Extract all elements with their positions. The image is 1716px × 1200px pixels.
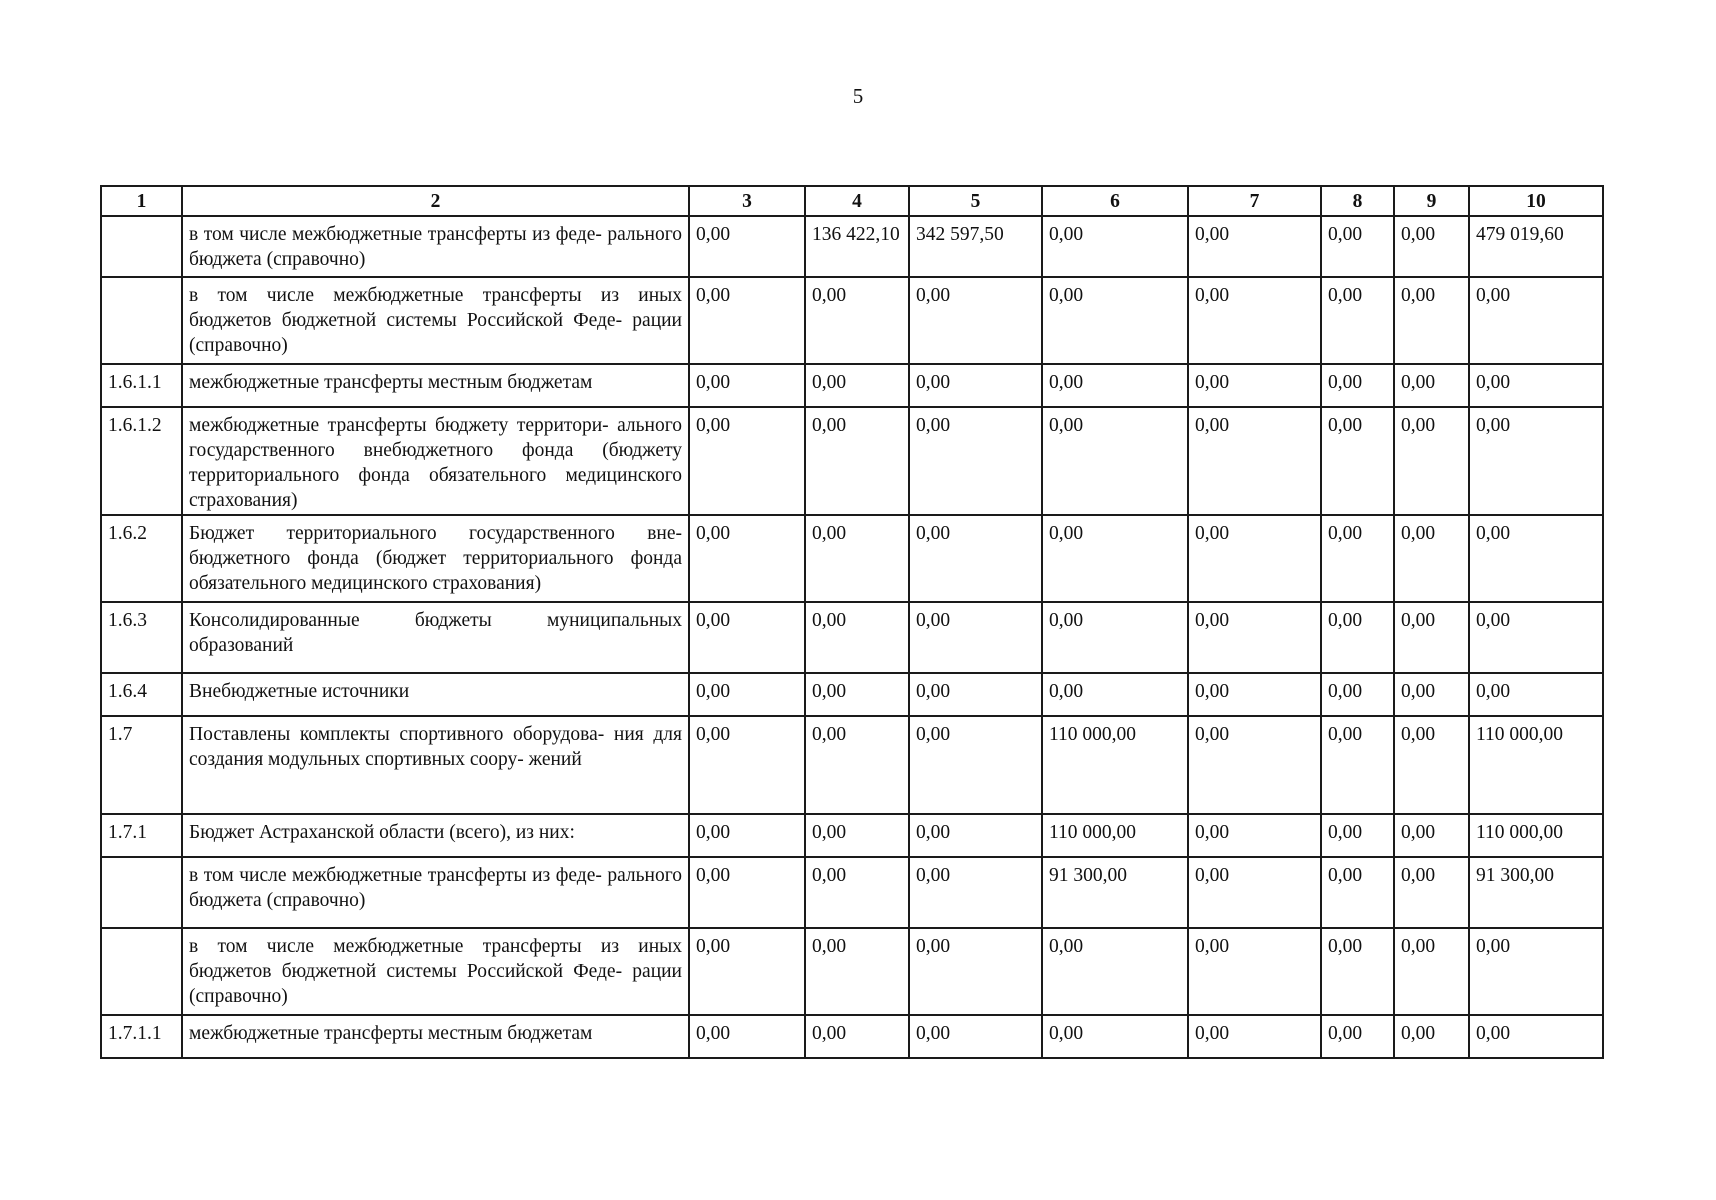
value-cell: 0,00: [909, 716, 1042, 814]
value-cell: 0,00: [1469, 673, 1603, 716]
value-cell: 0,00: [1188, 814, 1321, 857]
value-cell: 0,00: [1469, 277, 1603, 364]
value-cell: 91 300,00: [1469, 857, 1603, 928]
row-name-cell: межбюджетные трансферты местным бюджетам: [182, 1015, 689, 1058]
value-cell: 0,00: [805, 364, 909, 407]
column-header: 3: [689, 186, 805, 216]
value-cell: 0,00: [1042, 928, 1188, 1015]
value-cell: 0,00: [1188, 673, 1321, 716]
value-cell: 0,00: [909, 857, 1042, 928]
table-row: [101, 515, 1603, 602]
value-cell: 110 000,00: [1469, 814, 1603, 857]
value-cell: 0,00: [1394, 277, 1469, 364]
row-code-cell: 1.6.1.1: [101, 364, 182, 407]
column-header: 5: [909, 186, 1042, 216]
row-name-cell: в том числе межбюджетные трансферты из феде- рального бюджета (справочно): [182, 216, 689, 277]
row-name-cell: межбюджетные трансферты местным бюджетам: [182, 364, 689, 407]
value-cell: 110 000,00: [1042, 814, 1188, 857]
value-cell: 0,00: [689, 277, 805, 364]
row-code-cell: [101, 216, 182, 277]
column-number-header-row: [101, 186, 1603, 216]
table-row: [101, 1015, 1603, 1058]
row-name-cell: Бюджет Астраханской области (всего), из них:: [182, 814, 689, 857]
value-cell: 0,00: [689, 716, 805, 814]
value-cell: 0,00: [1321, 602, 1394, 673]
row-name-cell: межбюджетные трансферты бюджету территори- ального государственного внебюджетного фонда (бюджету территориального фонда обязательного медицинского страхования): [182, 407, 689, 515]
value-cell: 0,00: [909, 407, 1042, 515]
value-cell: 0,00: [689, 602, 805, 673]
value-cell: 0,00: [1188, 716, 1321, 814]
value-cell: 91 300,00: [1042, 857, 1188, 928]
value-cell: 0,00: [805, 602, 909, 673]
value-cell: 0,00: [1321, 1015, 1394, 1058]
value-cell: 0,00: [805, 277, 909, 364]
value-cell: 0,00: [689, 1015, 805, 1058]
column-header: 9: [1394, 186, 1469, 216]
table-row: [101, 857, 1603, 928]
value-cell: 342 597,50: [909, 216, 1042, 277]
value-cell: 0,00: [1042, 364, 1188, 407]
value-cell: 0,00: [689, 407, 805, 515]
value-cell: 110 000,00: [1042, 716, 1188, 814]
row-code-cell: 1.6.3: [101, 602, 182, 673]
value-cell: 0,00: [1188, 928, 1321, 1015]
value-cell: 0,00: [1321, 407, 1394, 515]
value-cell: 0,00: [1042, 277, 1188, 364]
value-cell: 0,00: [909, 602, 1042, 673]
page-number: 5: [852, 84, 864, 108]
value-cell: 0,00: [689, 515, 805, 602]
value-cell: 0,00: [1394, 407, 1469, 515]
value-cell: 0,00: [1321, 857, 1394, 928]
budget-table: [100, 185, 1604, 1059]
value-cell: 0,00: [1394, 515, 1469, 602]
value-cell: 0,00: [1188, 1015, 1321, 1058]
value-cell: 0,00: [689, 673, 805, 716]
value-cell: 0,00: [805, 928, 909, 1015]
value-cell: 0,00: [1321, 928, 1394, 1015]
value-cell: 0,00: [909, 515, 1042, 602]
row-code-cell: [101, 928, 182, 1015]
table-row: [101, 673, 1603, 716]
value-cell: 0,00: [1188, 407, 1321, 515]
value-cell: 0,00: [1042, 673, 1188, 716]
value-cell: 0,00: [805, 407, 909, 515]
row-code-cell: [101, 277, 182, 364]
value-cell: 0,00: [1321, 364, 1394, 407]
value-cell: 0,00: [1394, 216, 1469, 277]
value-cell: 0,00: [1394, 673, 1469, 716]
value-cell: 0,00: [1394, 928, 1469, 1015]
value-cell: 0,00: [1394, 814, 1469, 857]
table-row: [101, 602, 1603, 673]
row-code-cell: 1.6.1.2: [101, 407, 182, 515]
row-name-cell: в том числе межбюджетные трансферты из иных бюджетов бюджетной системы Российской Феде- рации (справочно): [182, 928, 689, 1015]
value-cell: 0,00: [805, 515, 909, 602]
value-cell: 0,00: [909, 277, 1042, 364]
value-cell: 0,00: [689, 928, 805, 1015]
value-cell: 0,00: [689, 216, 805, 277]
value-cell: 0,00: [1321, 673, 1394, 716]
value-cell: 0,00: [1394, 857, 1469, 928]
value-cell: 0,00: [1188, 857, 1321, 928]
row-name-cell: Бюджет территориального государственного вне- бюджетного фонда (бюджет территориального фонда обязательного медицинского страхования): [182, 515, 689, 602]
value-cell: 0,00: [1394, 1015, 1469, 1058]
row-code-cell: 1.6.2: [101, 515, 182, 602]
value-cell: 0,00: [805, 716, 909, 814]
value-cell: 136 422,10: [805, 216, 909, 277]
value-cell: 0,00: [1188, 364, 1321, 407]
column-header: 2: [182, 186, 689, 216]
value-cell: 0,00: [909, 364, 1042, 407]
value-cell: 0,00: [1469, 928, 1603, 1015]
value-cell: 110 000,00: [1469, 716, 1603, 814]
value-cell: 0,00: [689, 857, 805, 928]
value-cell: 0,00: [805, 673, 909, 716]
value-cell: 0,00: [1469, 407, 1603, 515]
value-cell: 0,00: [1394, 716, 1469, 814]
value-cell: 0,00: [805, 1015, 909, 1058]
value-cell: 0,00: [1469, 1015, 1603, 1058]
value-cell: 0,00: [1042, 1015, 1188, 1058]
value-cell: 0,00: [805, 814, 909, 857]
value-cell: 0,00: [1394, 364, 1469, 407]
value-cell: 0,00: [1188, 515, 1321, 602]
value-cell: 0,00: [1321, 814, 1394, 857]
value-cell: 0,00: [805, 857, 909, 928]
column-header: 7: [1188, 186, 1321, 216]
row-name-cell: Поставлены комплекты спортивного оборудова- ния для создания модульных спортивных соору- жений: [182, 716, 689, 814]
value-cell: 0,00: [1321, 216, 1394, 277]
value-cell: 0,00: [1321, 716, 1394, 814]
column-header: 8: [1321, 186, 1394, 216]
value-cell: 0,00: [1042, 515, 1188, 602]
value-cell: 479 019,60: [1469, 216, 1603, 277]
value-cell: 0,00: [909, 928, 1042, 1015]
table-row: [101, 277, 1603, 364]
row-name-cell: в том числе межбюджетные трансферты из иных бюджетов бюджетной системы Российской Феде- рации (справочно): [182, 277, 689, 364]
value-cell: 0,00: [1042, 216, 1188, 277]
row-code-cell: 1.7.1: [101, 814, 182, 857]
value-cell: 0,00: [1394, 602, 1469, 673]
row-code-cell: 1.7: [101, 716, 182, 814]
value-cell: 0,00: [1188, 277, 1321, 364]
column-header: 6: [1042, 186, 1188, 216]
row-code-cell: 1.6.4: [101, 673, 182, 716]
value-cell: 0,00: [1469, 602, 1603, 673]
row-name-cell: Внебюджетные источники: [182, 673, 689, 716]
value-cell: 0,00: [1188, 216, 1321, 277]
row-name-cell: в том числе межбюджетные трансферты из феде- рального бюджета (справочно): [182, 857, 689, 928]
table-row: [101, 364, 1603, 407]
value-cell: 0,00: [909, 1015, 1042, 1058]
row-name-cell: Консолидированные бюджеты муниципальных образований: [182, 602, 689, 673]
value-cell: 0,00: [909, 673, 1042, 716]
table-row: [101, 928, 1603, 1015]
value-cell: 0,00: [1042, 602, 1188, 673]
column-header: 4: [805, 186, 909, 216]
table-row: [101, 814, 1603, 857]
table-row: [101, 216, 1603, 277]
value-cell: 0,00: [1469, 515, 1603, 602]
column-header: 1: [101, 186, 182, 216]
value-cell: 0,00: [1469, 364, 1603, 407]
value-cell: 0,00: [1042, 407, 1188, 515]
row-code-cell: [101, 857, 182, 928]
value-cell: 0,00: [1321, 277, 1394, 364]
value-cell: 0,00: [1188, 602, 1321, 673]
table-row: [101, 407, 1603, 515]
column-header: 10: [1469, 186, 1603, 216]
row-code-cell: 1.7.1.1: [101, 1015, 182, 1058]
value-cell: 0,00: [689, 814, 805, 857]
value-cell: 0,00: [689, 364, 805, 407]
table-row: [101, 716, 1603, 814]
value-cell: 0,00: [909, 814, 1042, 857]
value-cell: 0,00: [1321, 515, 1394, 602]
